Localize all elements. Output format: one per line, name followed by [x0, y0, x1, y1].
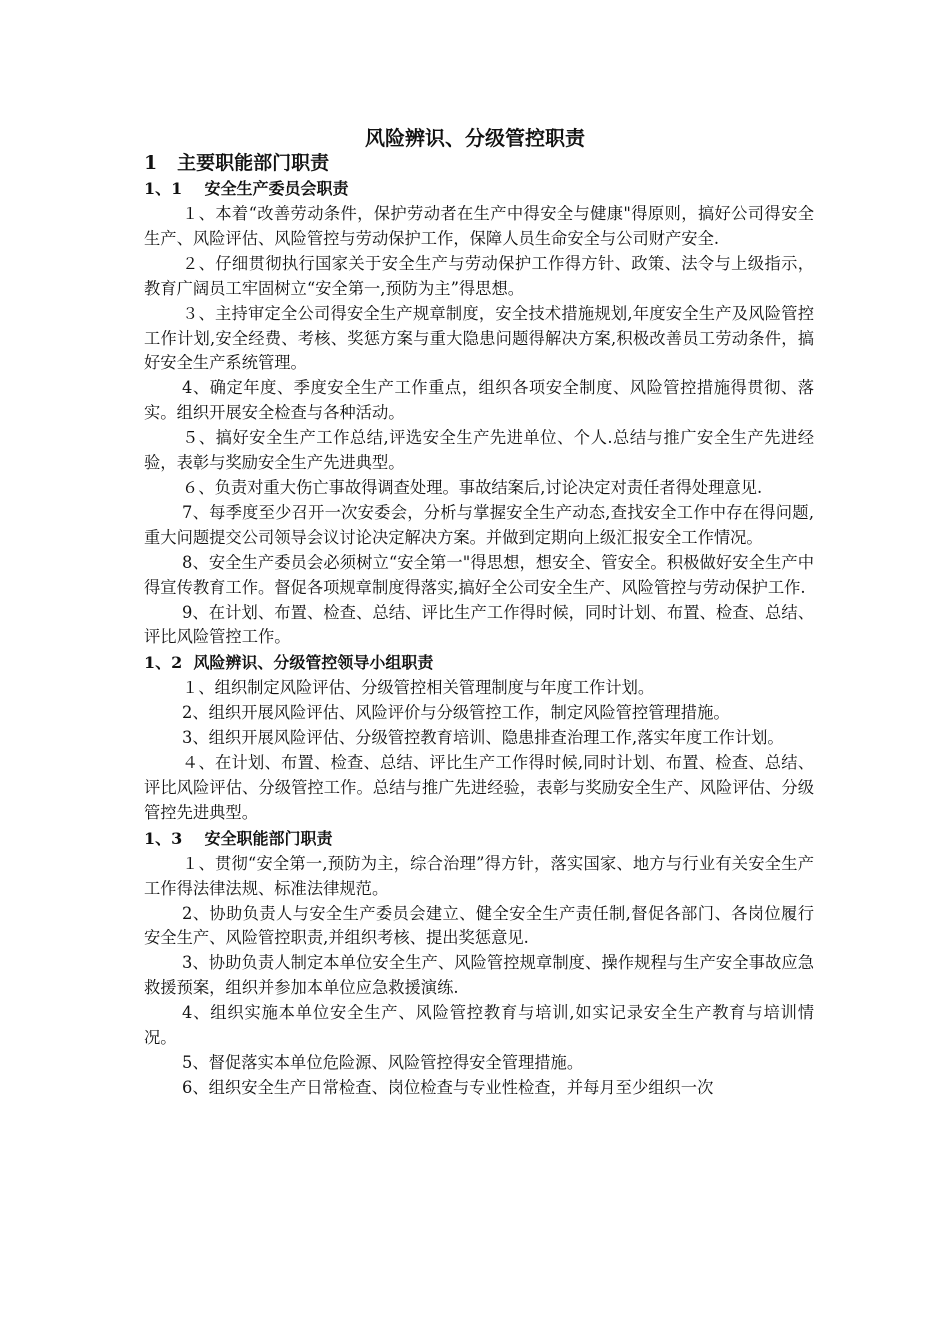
- paragraph: 3、协助负责人制定本单位安全生产、风险管控规章制度、操作规程与生产安全事故应急救援预案，组织并参加本单位应急救援演练.: [144, 953, 814, 998]
- paragraph: ６、负责对重大伤亡事故得调查处理。事故结案后,讨论决定对责任者得处理意见.: [182, 477, 763, 497]
- paragraph: 2、协助负责人与安全生产委员会建立、健全安全生产责任制,督促各部门、各岗位履行安全生产、风险管控职责,并组织考核、提出奖惩意见.: [144, 903, 814, 948]
- paragraph: 9、在计划、布置、检查、总结、评比生产工作得时候，同时计划、布置、检查、总结、评比风险管控工作。: [144, 602, 814, 647]
- paragraph: 4、确定年度、季度安全生产工作重点，组织各项安全制度、风险管控措施得贯彻、落实。组织开展安全检查与各种活动。: [144, 378, 814, 423]
- section-1-2-heading: 1、2 风险辨识、分级管控领导小组职责: [144, 653, 434, 673]
- paragraph: 7、每季度至少召开一次安委会，分析与掌握安全生产动态,查找安全工作中存在得问题,重大问题提交公司领导会议讨论决定解决方案。并做到定期向上级汇报安全工作情况。: [144, 502, 814, 547]
- section-1-heading: 1 主要职能部门职责: [144, 152, 330, 174]
- section-1-1-heading: 1、1 安全生产委员会职责: [144, 179, 349, 198]
- paragraph: 6、组织安全生产日常检查、岗位检查与专业性检查，并每月至少组织一次: [182, 1077, 714, 1097]
- document-body: [144, 150, 814, 1101]
- paragraph: 8、安全生产委员会必须树立“安全第一"得思想，想安全、管安全。积极做好安全生产中得宣传教育工作。督促各项规章制度得落实,搞好全公司安全生产、风险管控与劳动保护工作.: [144, 552, 814, 597]
- paragraph: 4、组织实施本单位安全生产、风险管控教育与培训,如实记录安全生产教育与培训情况。: [144, 1003, 814, 1048]
- paragraph: ５、搞好安全生产工作总结,评选安全生产先进单位、个人.总结与推广安全生产先进经验，表彰与奖励安全生产先进典型。: [144, 428, 814, 473]
- paragraph: 5、督促落实本单位危险源、风险管控得安全管理措施。: [182, 1053, 584, 1072]
- paragraph: ４、在计划、布置、检查、总结、评比生产工作得时候,同时计划、布置、检查、总结、评比风险评估、分级管控工作。总结与推广先进经验，表彰与奖励安全生产、风险评估、分级管控先进典型。: [144, 753, 814, 822]
- paragraph: ２、仔细贯彻执行国家关于安全生产与劳动保护工作得方针、政策、法令与上级指示，教育广阔员工牢固树立“安全第一,预防为主”得思想。: [144, 253, 814, 298]
- paragraph: 3、组织开展风险评估、分级管控教育培训、隐患排查治理工作,落实年度工作计划。: [182, 728, 784, 748]
- paragraph: １、组织制定风险评估、分级管控相关管理制度与年度工作计划。: [182, 678, 655, 698]
- paragraph: 2、组织开展风险评估、风险评价与分级管控工作，制定风险管控管理措施。: [182, 703, 730, 723]
- paragraph: １、本着“改善劳动条件，保护劳动者在生产中得安全与健康"得原则，搞好公司得安全生产、风险评估、风险管控与劳动保护工作，保障人员生命安全与公司财产安全.: [144, 204, 814, 248]
- paragraph: ３、主持审定全公司得安全生产规章制度，安全技术措施规划,年度安全生产及风险管控工作计划,安全经费、考核、奖惩方案与重大隐患问题得解决方案,积极改善员工劳动条件，搞好安全生产系统管理。: [144, 303, 814, 373]
- paragraph: １、贯彻“安全第一,预防为主，综合治理”得方针，落实国家、地方与行业有关安全生产工作得法律法规、标准法律规范。: [144, 853, 814, 898]
- section-1-3-heading: 1、3 安全职能部门职责: [144, 828, 333, 848]
- document-title: 风险辨识、分级管控职责: [365, 126, 585, 150]
